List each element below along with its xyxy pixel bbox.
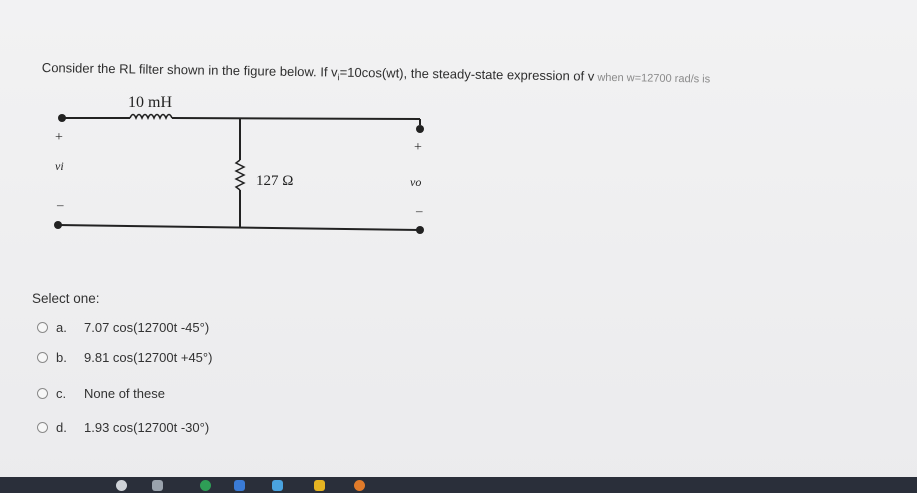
input-terminal-top	[58, 114, 66, 122]
app-icon[interactable]	[152, 480, 163, 491]
output-terminal-bottom	[416, 226, 424, 234]
radio-icon[interactable]	[37, 322, 48, 333]
inductor-label: 10 mH	[128, 94, 172, 111]
inductor-coil	[130, 115, 172, 119]
option-text: 7.07 cos(12700t -45°)	[84, 319, 210, 335]
input-plus-sign: +	[55, 130, 63, 145]
option-text: 9.81 cos(12700t +45°)	[84, 349, 213, 365]
input-voltage-label: vi	[55, 159, 64, 173]
taskbar	[0, 477, 917, 493]
browser-icon[interactable]	[200, 480, 211, 491]
radio-icon[interactable]	[37, 388, 48, 399]
folder-icon[interactable]	[314, 480, 325, 491]
option-b[interactable]	[37, 347, 212, 367]
option-letter: c.	[56, 385, 67, 401]
option-letter: b.	[56, 349, 67, 365]
resistor-zigzag	[236, 160, 244, 190]
option-a[interactable]	[37, 317, 209, 337]
app-icon[interactable]	[272, 480, 283, 491]
question-text-mid: =10cos(wt), the steady-state expression of v	[339, 64, 595, 84]
output-minus-sign: –	[416, 203, 423, 218]
wire-top-right	[172, 118, 420, 119]
question-text-tail: when w=12700 rad/s is	[594, 71, 711, 86]
radio-icon[interactable]	[37, 352, 48, 363]
option-text: None of these	[84, 385, 165, 401]
input-minus-sign: –	[57, 197, 64, 212]
resistor-label: 127 Ω	[256, 173, 294, 189]
option-d[interactable]	[37, 417, 209, 437]
option-c[interactable]	[37, 383, 165, 403]
app-icon[interactable]	[116, 480, 127, 491]
radio-icon[interactable]	[37, 422, 48, 433]
app-icon[interactable]	[354, 480, 365, 491]
app-icon[interactable]	[234, 480, 245, 491]
option-letter: d.	[56, 419, 67, 435]
option-letter: a.	[56, 319, 67, 335]
input-terminal-bottom	[54, 221, 62, 229]
output-terminal-top	[416, 125, 424, 133]
question-subscript-i: i	[337, 72, 340, 83]
output-voltage-label: vo	[410, 175, 422, 189]
output-plus-sign: +	[414, 140, 422, 155]
question-text-main: Consider the RL filter shown in the figure below. If v	[41, 60, 338, 80]
option-text: 1.93 cos(12700t -30°)	[84, 419, 210, 435]
select-one-label: Select one:	[32, 291, 100, 306]
